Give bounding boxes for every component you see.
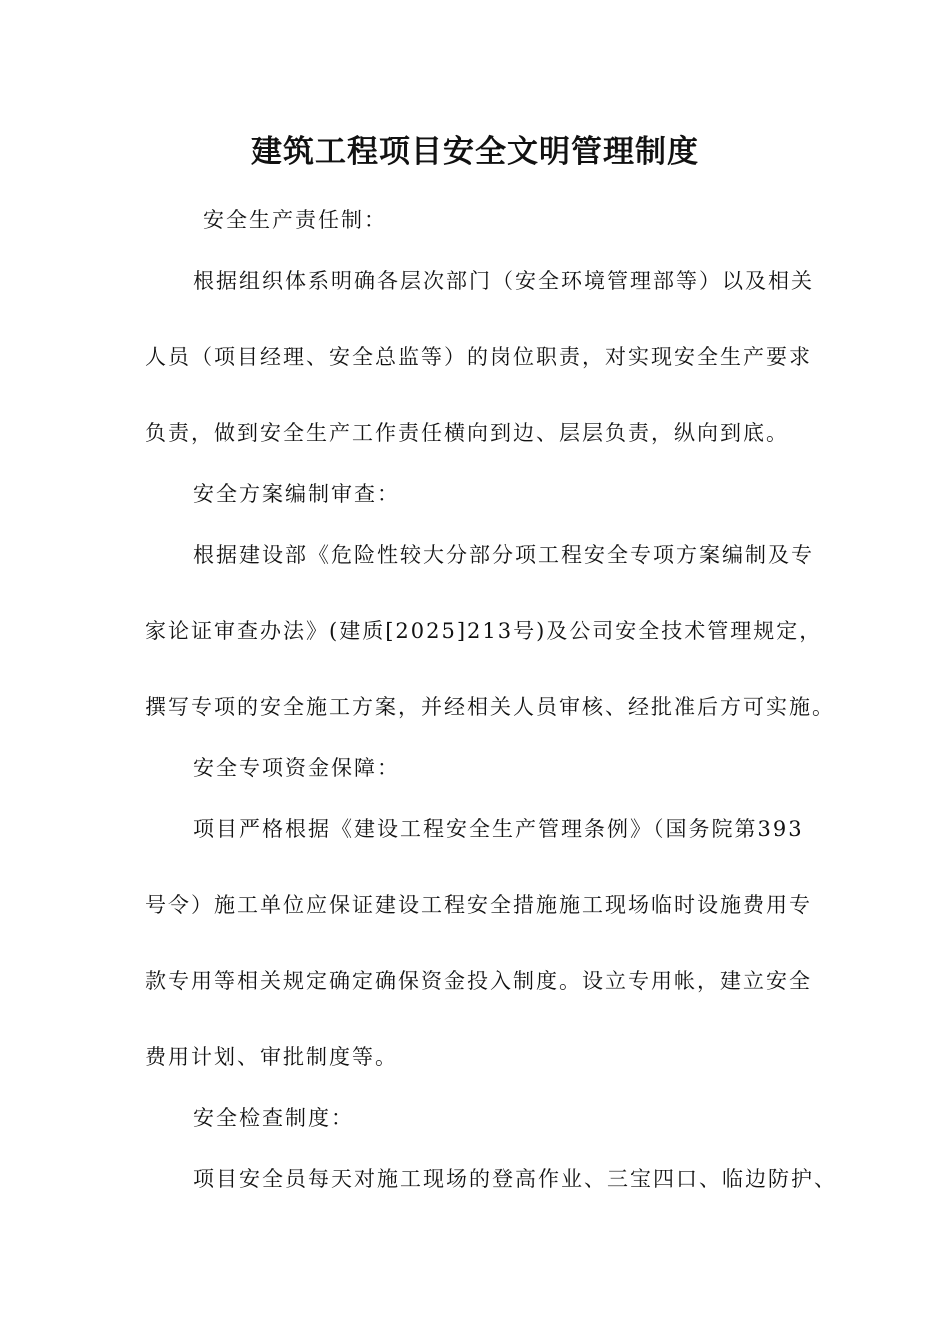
paragraph-line: 负责，做到安全生产工作责任横向到边、层层负责，纵向到底。 bbox=[145, 421, 789, 445]
paragraph-line: 撰写专项的安全施工方案，并经相关人员审核、经批准后方可实施。 bbox=[145, 695, 835, 719]
paragraph-line: 款专用等相关规定确定确保资金投入制度。设立专用帐，建立安全 bbox=[145, 969, 812, 993]
document-title: 建筑工程项目安全文明管理制度 bbox=[251, 134, 699, 170]
paragraph-line: 根据建设部《危险性较大分部分项工程安全专项方案编制及专 bbox=[193, 543, 814, 567]
paragraph-line: 号令）施工单位应保证建设工程安全措施施工现场临时设施费用专 bbox=[145, 893, 812, 917]
section-heading-funding: 安全专项资金保障： bbox=[193, 756, 400, 780]
section-heading-responsibility: 安全生产责任制： bbox=[203, 208, 387, 232]
paragraph-line: 家论证审查办法》(建质[2025]213号)及公司安全技术管理规定， bbox=[145, 619, 823, 643]
section-heading-inspection: 安全检查制度： bbox=[193, 1106, 354, 1130]
paragraph-line: 项目严格根据《建设工程安全生产管理条例》（国务院第393 bbox=[193, 817, 804, 841]
paragraph-line: 人员（项目经理、安全总监等）的岗位职责，对实现安全生产要求 bbox=[145, 345, 812, 369]
section-heading-plan-review: 安全方案编制审查： bbox=[193, 482, 400, 506]
paragraph-line: 项目安全员每天对施工现场的登高作业、三宝四口、临边防护、 bbox=[193, 1167, 837, 1191]
paragraph-line: 根据组织体系明确各层次部门（安全环境管理部等）以及相关 bbox=[193, 269, 814, 293]
paragraph-line: 费用计划、审批制度等。 bbox=[145, 1045, 398, 1069]
